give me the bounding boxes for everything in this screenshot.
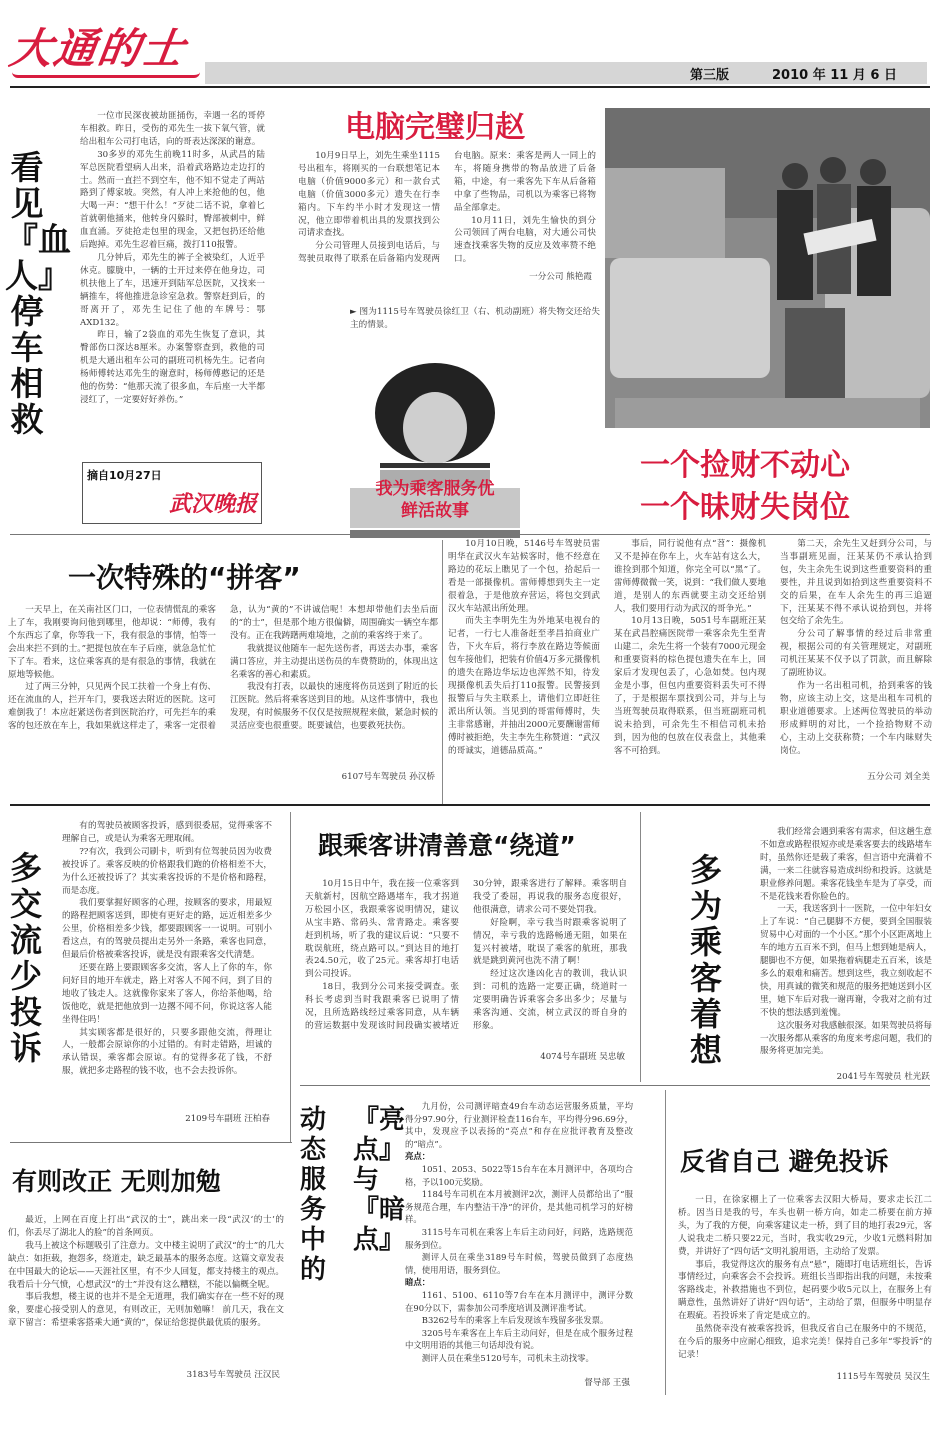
- a5-paragraph: 10月13日晚，5051号车副班汪某某在武昌腔痛医院带一乘客余先生至青山建二，余先生将一个装有7000元现金和重要资料的棕色提包遗失在车上，回家后才发现包丢了，心急如焚。包内现金是小事，但包内重要资料丢失可不得了，于是根据车票找到公司，并与上与当班驾驶员取得联系，但当班副班司机说未拾到，可余先生不相信司机未拾到，因为他的包放在仪表盘上，其他乘客不可拾到。: [614, 616, 766, 756]
- badge-line-2: 鲜活故事: [401, 501, 469, 521]
- a7-paragraph: 18日，我到分公司来接受调查。张科长考虑到当时我跟乘客已说明了情况，且所选路线经过乘客同意，从车辆的营运数据中发现该时间段确实被堵近30分钟，跟乘客进行了解释。乘客明自我受了委屈，再说我的服务态度很好，他很满意，请求公司不要处罚我。: [305, 879, 627, 1031]
- badge-line-1: 我为乘客服务优: [375, 479, 495, 499]
- column-rule: [290, 812, 291, 1142]
- a5-paragraph: 第二天，余先生又赶到分公司，与当事副班见面，汪某某仍不承认拾到包，失主余先生说到这些重要资料的重要性，并且说到如拾到这些重要资料不交的后果，在车人余先生的再三追逼下，汪某某不得不承认说拾到包，并将包交给了余先生。: [780, 539, 932, 627]
- a11-paragraph: 一日，在徐家棚上了一位乘客去汉阳大桥局，要求走长江二桥。因当日是我的号，车头也朝一桥方向，如走二桥要在前方掉头，为了我的方便，向乘客建议走一桥，到了目的地打表29元，客人说我走二桥只要22元，当时，我实收29元，少收1元燃料附加费，并讲好了“四句话”文明礼貌用语，主动给了发票。: [678, 1195, 932, 1257]
- a8-paragraph: 这次服务对我感触很深。如果驾驶员将每一次服务都从乘客的角度来考虑问题，我们的服务将更加完美。: [760, 1020, 932, 1057]
- service-story-badge: [325, 468, 545, 530]
- a8-body: [760, 826, 932, 1072]
- masthead-swoosh: [12, 72, 200, 78]
- a10-paragraph: 九月份，公司测评暗查49台车动态运营服务质量，平均得分97.90分，行业测评检查116台车，平均得分96.69分，其中，发现应予以表扬的“亮点”和存在应批评教育及整改的“暗点”。: [405, 1101, 633, 1149]
- caption-arrow-icon: ►: [350, 307, 360, 317]
- a1-excerpt-label: 摘自10月27日: [87, 469, 162, 482]
- a10-body: [405, 1100, 633, 1376]
- a5-signature: 五分公司 刘全美: [867, 772, 930, 782]
- a2-paragraph: 10月11日，刘先生愉快的到分公司领回了两台电脑，对大通公司快速查找乘客失物的反应及效率赞不绝口。: [454, 215, 596, 265]
- a9-body: [8, 1214, 284, 1364]
- a6-paragraph: ??有次，我到公司刷卡，听到有位驾驶员因为收费被投诉了。乘客反映的价格跟我们跑的价格相差不大，为什么还被投诉了？其实乘客投诉的不是价格和路程，而是态度。: [62, 846, 272, 896]
- a10-title: [300, 1105, 406, 1395]
- section-rule-2: [10, 804, 930, 806]
- a7-paragraph: 经过这次逢凶化吉的教训，我认识到：司机的选路一定要正确，绕道时一定要明确告诉乘客会多出多少；尽量与乘客沟通、交流，树立武汉的哥自身的形象。: [473, 969, 627, 1031]
- a9-paragraph: 我马上被这个标题吸引了注意力。文中楼主说明了武汉“的士”的几大缺点：如拒载，抱怨多，绕道走，缺乏最基本的服务态度。这篇文章发表在中国最大的论坛——天涯社区里，有不少人回复，都支持楼主的观点。我看后十分气愤，心想武汉“的士”并没有这么糟糕，不能以偏概全呢。: [8, 1240, 284, 1290]
- a2-photo-caption: [350, 306, 600, 334]
- a11-paragraph: 虽然侥幸没有被乘客投诉，但我反省自己在服务中的不规范，在今后的服务中应耐心细致，追求完美！保持自己多年“零投诉”的记录！: [678, 1324, 932, 1360]
- a6-paragraph: 有的驾驶员被顾客投诉，感到很委屈，觉得乘客不理解自己，或是认为乘客无理取闹。: [62, 821, 272, 844]
- a4-body: [8, 604, 438, 796]
- a5-paragraph: 分公司了解事情的经过后非常重视，根据公司的有关管理规定，对副班司机汪某某不仅予以了罚款，而且解除了副班协议。: [780, 629, 932, 679]
- a4-signature: 6107号车驾驶员 孙汉桥: [341, 772, 435, 782]
- a6-signature: 2109号车副班 汪柏春: [185, 1114, 270, 1124]
- a9-paragraph: 最近，上网在百度上打出“武汉的士”，跳出来一段“武汉‘的士’的们，你丢尽了湖北人的脸”的首条网页。: [8, 1215, 284, 1238]
- masthead-rule: [10, 86, 930, 88]
- a1-paragraph: 几分钟后，邓先生的裤子全被染红，人近乎休克。朦胧中，一辆的士开过来停在他身边，司机扶他上了车，迅速开到陆军总医院，又找来一辆推车，将他推进急诊室急救。警察赶到后，的哥离开了，邓先生记住了他的车牌号：鄂AXD132。: [80, 252, 265, 328]
- a6-paragraph: 我们要掌握好顾客的心理，按顾客的要求，用最短的路程把顾客送到，即使有更好走的路，远近相差多少公里，价格相差多少钱，都要跟顾客一一说明。可别小看这点，有的驾驶员提出走另外一条路，乘客也同意，但最后价格被乘客投诉，就是没有跟乘客交代清楚。: [62, 898, 272, 961]
- edition-label: 第三版: [690, 68, 730, 83]
- a7-signature: 4074号车副班 吴忠敏: [540, 1052, 625, 1062]
- a2-title: 电脑完璧归赵: [345, 110, 525, 145]
- a10-bright-label: 亮点：: [405, 1151, 431, 1162]
- a2-paragraph: 10月9日早上，刘先生乘坐1115号出租车，将刚买的一台联想笔记本电脑（价值9000多元）和一款台式电脑（价值3000多元）遗失在行李箱内。下车约半小时才发现这一情况，他立即带着机出具的发票找到公司请求查找。: [298, 151, 440, 239]
- a7-paragraph: 好险啊，幸亏我当时跟乘客说明了情况，幸亏我的选路畅通无阻，如果在复兴村被堵，耽误了乘客的航班，那我就是跳到黄河也洗不清了啊！: [473, 917, 627, 967]
- a10-bright-item: 3115号车司机在乘客上车后主动问好，问路，选路规范服务到位。: [405, 1226, 633, 1250]
- a4-title: 一次特殊的“拼客”: [68, 561, 301, 594]
- a1-paragraph: 30多岁的邓先生前晚11时多，从武昌的陆军总医院看望病人出来，沿着武珞路边走边打的士。然而一直拦不到空车，他不知不觉走了两站路到了傅家坡。突然，有人冲上来抢他的包，他大喝一声：“想干什么！”歹徒二话不说，拿着匕首就朝他捅来，他转身闪躲时，臀部被刺中，鲜血直涌。歹徒抢走包里的现金，又把包扔还给他后跑掉。邓先生忍着巨痛，拨打110报警。: [80, 149, 265, 251]
- a10-title-text: 动态服务中的『亮点』与『暗点』: [300, 1105, 406, 1285]
- a11-title: 反省自己 避免投诉: [680, 1147, 889, 1176]
- a5-paragraph: 事后，同行说他有点“苕”：摄像机又不是掉在你车上，火车站有这么大，谁捡到那个知道，你完全可以“黑”了。雷师傅微微一笑，说到：“我们做人要地道，是别人的东西就要主动交还给别人，我们要用行动为武汉的哥争光。”: [614, 539, 766, 614]
- a10-dark-item: 3205号车乘客在上车后主动问好，但是在成个服务过程中文明用语的其他三句话却没有说。: [405, 1327, 633, 1351]
- a10-bright-item: 1184号车司机在本月被测评2次，测评人员都给出了“服务规范合理，车内整洁干净”的评价，是其他司机学习的好榜样。: [405, 1189, 633, 1225]
- section-rule-4: [300, 1085, 930, 1086]
- a8-signature: 2041号车驾驶员 杜光跃: [836, 1072, 930, 1082]
- a4-paragraph: 我就提议他随车一起先送伤者，再送去办事，乘客满口答应，并主动提出送伤员的车费赞助的，体现出这名乘客的善心和素质。: [230, 643, 438, 680]
- a5-body: [448, 538, 932, 770]
- column-rule: [665, 1090, 666, 1395]
- a10-dark-item: 测评人员在乘坐5120号车，司机未主动找零。: [421, 1352, 594, 1363]
- a2-paragraph: 分公司管理人员接到电话后，与驾驶员取得了联系在后备箱内发现两台电脑。原来：乘客是两人一同上的车，将随身携带的物品放进了后备箱，中途，有一乘客先下车从后备箱中拿了些物品，司机以为乘客已将物品全部拿走。: [298, 151, 596, 265]
- a5-paragraph: 10月10日晚，5146号车驾驶员雷明华在武汉火车站候客时，他不经意在路边的花坛上瞧见了一个包，拾起后一看是一部摄像机。雷师傅想到失主一定很着急，于是他放弃营运，将包交到武汉火车站派出所处理。: [448, 539, 600, 614]
- a10-dark-label: 暗点：: [405, 1277, 431, 1288]
- a1-title: 看见『血人』停车相救: [5, 148, 71, 439]
- masthead-title: 大通的士: [6, 24, 190, 73]
- a11-paragraph: 事后，我觉得这次的服务有点“悬”，随即打电话班组长，告诉事情经过，向乘客会不会投诉。班组长当即指出我的问题，未按乘客路线走，补救措施也不到位，起码要少收5元以上，在服务上有瞒意性，虽然讲好了讲好“四句话”，主动给了票，但服务中明显存在瑕疵。若投诉来了肯定是成立的。: [678, 1259, 932, 1322]
- a9-title: 有则改正 无则加勉: [12, 1167, 221, 1196]
- a4-paragraph: 我没有打表，以最快的速度将伤员送到了附近的长江医院。然后将乘客送到目的地。从这件事情中，我也发现，有时候服务不仅仅是按照规程来做，紧急时候的灵活应变也很重要。既要诚信，也要救死扶伤。: [230, 682, 438, 732]
- wuhan-evening-logo: 武汉晚报: [168, 491, 257, 517]
- a6-title: 多交流 少投诉: [9, 849, 42, 1067]
- a5-paragraph: 作为一名出租司机，拾到乘客的钱物，应该主动上交，这是出租车司机的职业道德要求。上述两位驾驶员的举动形成鲜明的对比，一个捡拾物财不动心，主动上交获称赞；一个车内昧财失岗位。: [780, 680, 932, 756]
- a11-signature: 1115号车驾驶员 吴汉生: [836, 1372, 930, 1382]
- a1-paragraph: 一位市民深夜被劫匪捅伤，幸遇一名的哥停车相救。昨日，受伤的邓先生一拔下氧气管，就给出租车公司打电话，向的哥表达深深的谢意。: [80, 111, 265, 147]
- a8-title: 多为乘客着想: [689, 851, 722, 1069]
- a7-body: [305, 878, 627, 1048]
- a10-dark-item: B3262号车的乘客上车后发现该车残留多张发票。: [421, 1315, 609, 1326]
- column-rule: [640, 812, 641, 1082]
- section-rule-3: [10, 1142, 292, 1143]
- a8-paragraph: 我们经常会遇到乘客有需求，但这趟生意不如意或路程很短亦或是乘客要去的线路堵车时，虽然你还是载了乘客，但言语中充满着不满，一来二往就容易造成纠纷和投诉。这就是职业修养问题。乘客花钱坐车是为了享受，而不是花钱来看你脸色的。: [760, 827, 932, 902]
- a2-body: [298, 150, 596, 290]
- a7-title: 跟乘客讲清善意“绕道”: [318, 831, 576, 860]
- a6-paragraph: 其实顾客都是很好的，只要多跟他交流，得理让人，一般都会原谅你的小过错的。有时走错路，坦诚的承认错误，乘客都会原谅。有的觉得多花了钱，不舒服，就把多走路程的钱不收，也不会去投诉你。: [62, 1027, 272, 1077]
- a10-bright-item: 1051、2053、5022等15台车在本月测评中，各项均合格，予以100元奖励。: [405, 1163, 633, 1187]
- a10-dark-item: 1161、5100、6110等7台车在本月测评中，测评分数在90分以下，需参加公司季度培训及测评准考试。: [405, 1289, 633, 1313]
- a10-signature: 督导部 王强: [584, 1378, 630, 1388]
- a1-body: [80, 110, 265, 460]
- section-rule-1: [10, 534, 930, 535]
- a8-paragraph: 一天，我送客到十一医院，一位中年妇女上了车说：“自己腿脚不方便，要到全国服装贸易中心对面的一个小区。”那个小区距离地上车的地方五百米不到，但马上想到她是病人，腿脚也不方便，如果拖着病腿走五百米，该是多么的艰难和痛苦。想到这些，我立刻收起不快，用真诚的微笑和规范的服务把她送到小区里，她下车后对我一谢再谢，令我对之前有过不快的想法感到羞愧。: [760, 904, 932, 1018]
- a3-title-1: 一个捡财不动心: [640, 448, 850, 483]
- a1-source-box: [82, 462, 262, 524]
- a9-paragraph: 事后我想，楼主说的也并不是全无道理，我们确实存在一些不好的现象，要虚心接受别人的意见，有则改正，无则加勉嘛！ 前几天，我在文章下留言：希望乘客搭乘大通“黄的”，保证给您提供最优质的服务。: [8, 1292, 284, 1329]
- column-rule: [442, 540, 443, 805]
- a4-paragraph: 过了两三分钟，只见两个民工扶着一个身上有伤、还在流血的人，拦开车门，要我送去附近的医院。这可难倒我了！本应赶紧送伤者到医院治疗，可先拦车的乘客的包还放在车上，我如果就这样走了，乘客一定很着急，认为“黄的”不讲诚信呢！本想却带他们去坐后面的“的士”，但是那个地方很偏僻，周围确实一辆空车都没有。正在我踌躇两难境地，之前的乘客终于来了。: [8, 605, 438, 732]
- a1-paragraph: 昨日，输了2袋血的邓先生恢复了意识，其臀部伤口深达8厘米。办案警察查到，救他的司机是大通出租车公司的副班司机杨先生。记者向杨师傅转达邓先生的谢意时，杨师傅憨记的还是他的伤势：“他那天流了很多血，车后座一大半都浸红了，一定要好好养伤。”: [80, 330, 265, 405]
- issue-date: 2010 年 11 月 6 日: [772, 68, 897, 83]
- a6-paragraph: 还要在路上要跟顾客多交流，客人上了你的车，你问好目的地开车就走，路上对客人不闻不问，到了目的地收了钱走人。这就像你家来了客人，你给茶他喝，给饭他吃，就是把他放到一边撂不闻不问，你说这客人能坐得住吗！: [62, 962, 272, 1025]
- a2-caption-text: 图为1115号车驾驶员徐红卫（右、机动副班）将失物交还给失主的情景。: [350, 307, 600, 330]
- a7-paragraph: 10月15日中午，我在接一位乘客到天航新村，因航空路遇堵车，我才拐道万松园小区，我跟乘客说明情况，建议从宝丰路、常码头、常青路走。乘客要赶到机场，听了我的建议后说：“只要不耽误航班，绕点路可以。”到达目的地打表24.50元，收了25元。乘客却打电话到公司投诉。: [305, 879, 459, 980]
- a4-paragraph: 一天早上，在关南社区门口，一位表情慌乱的乘客上了车，我刚要询问他到哪里，他却说：“师傅，我有个东西忘了拿，你等我一下，我有很急的事情，怕等一会出来拦不到的士。”把提包放在车子后座，就急急忙忙下了车。看来，这位乘客真的是有很急的事情，我就在原地等候他。: [8, 605, 216, 680]
- a6-body: [62, 820, 272, 1112]
- a9-signature: 3183号车驾驶员 汪汉民: [186, 1370, 280, 1380]
- handover-photo: [605, 108, 930, 428]
- a10-bright-item: 测评人员在乘坐3189号车时候，驾驶员做到了态度热情，使用用语，服务到位。: [405, 1252, 633, 1275]
- a3-title-2: 一个昧财失岗位: [640, 490, 850, 525]
- a5-paragraph: 而失主李明先生为外地某电视台的记者，一行七人准备赶至孝昌拍商业广告，下火车后，将行李放在路边等候面包车接他们，把装有价值4万多元摄像机的遗失在路边华坛边也浑然不知，待发现摄像机丢失后打110报警。民警接到报警后与失主联系上，请他们立即赶往派出所认领。当见到的哥雷师傅时，失主非常感谢，并抽出2000元要酬谢雷师傅时被拒绝，失主李先生称赞道：“武汉的哥诚实，道德品质高。”: [448, 616, 600, 756]
- a2-signature: 一分公司 熊艳霞: [529, 272, 592, 282]
- a11-body: [678, 1194, 932, 1362]
